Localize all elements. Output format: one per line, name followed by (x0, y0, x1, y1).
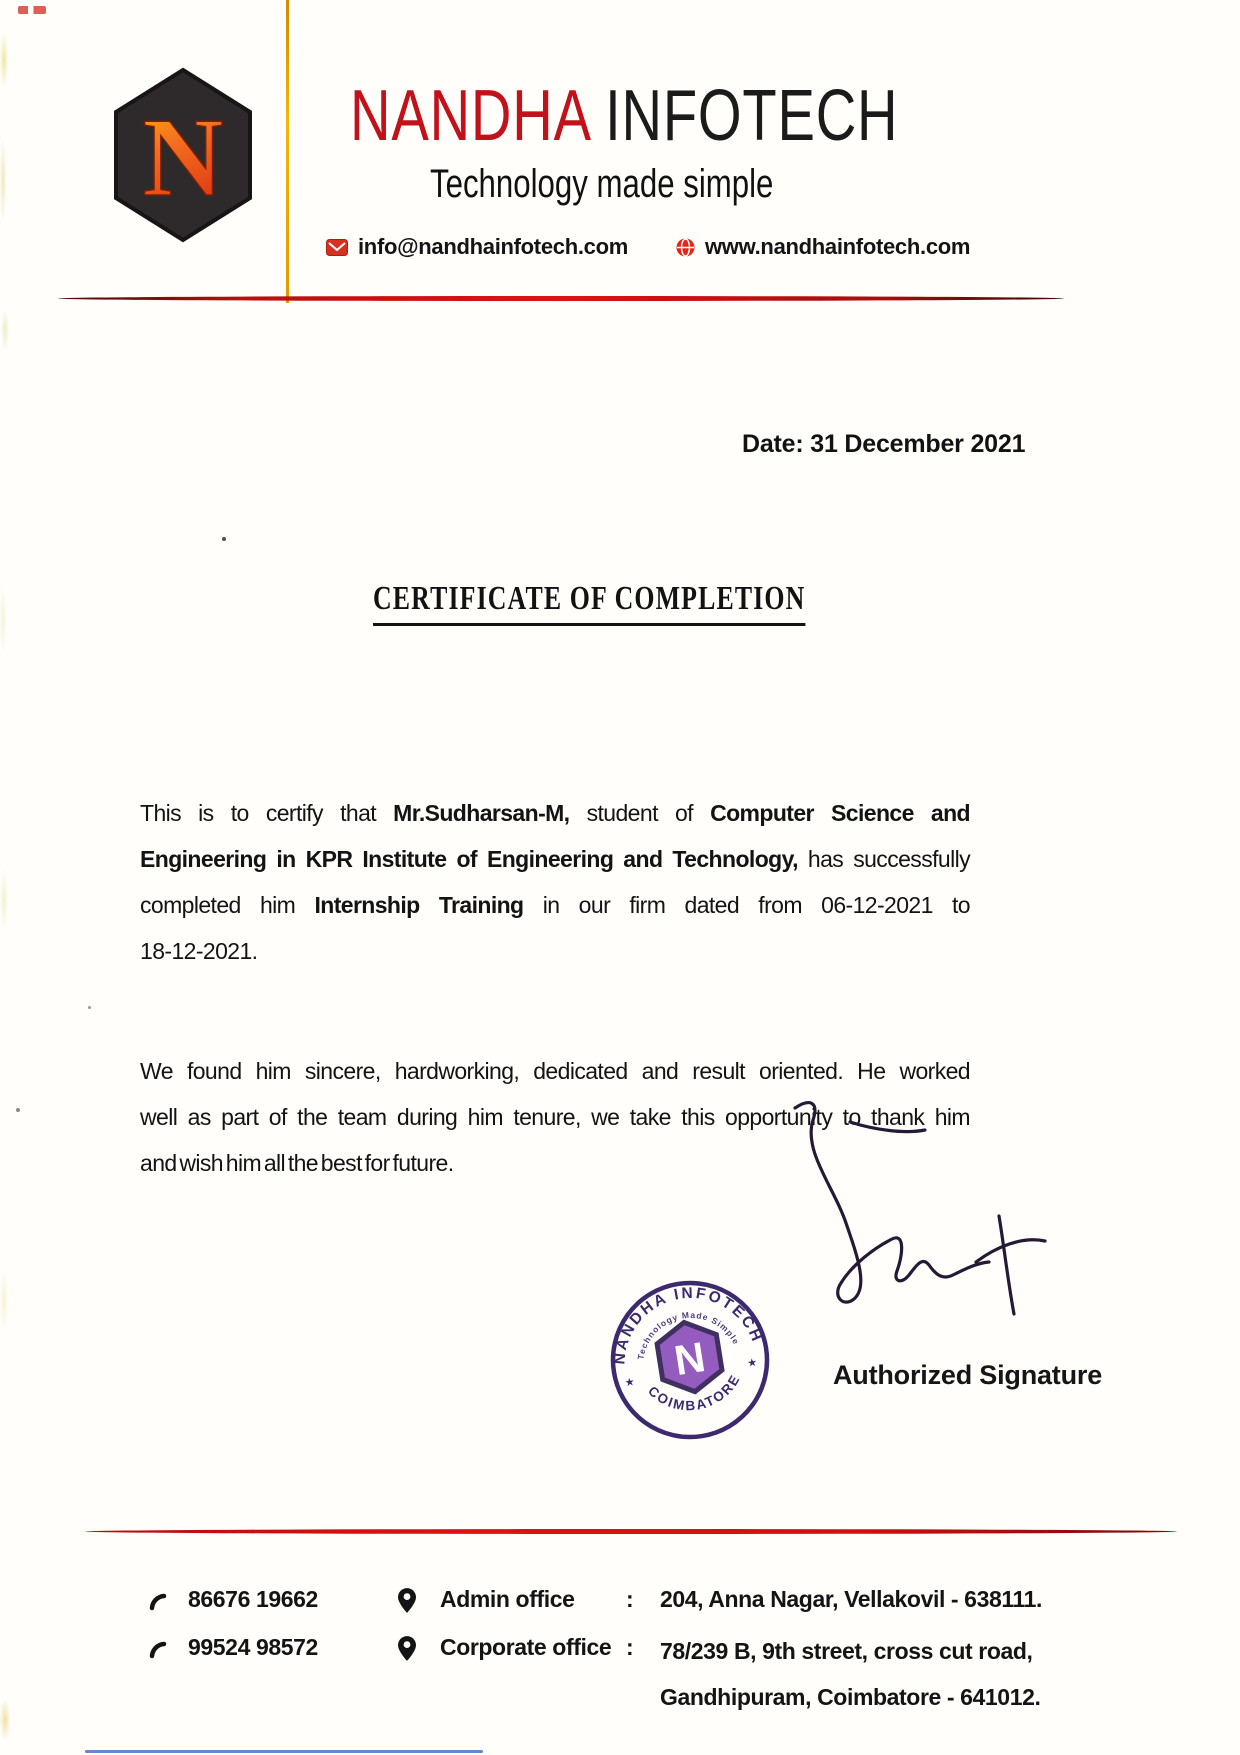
location-pin-icon (398, 1636, 416, 1661)
body-line (140, 790, 970, 836)
scan-corner-mark (18, 6, 46, 14)
text-segment: We found him sincere, hardworking, dedicated and result oriented. He worked (140, 1058, 970, 1084)
text-segment: Mr.Sudharsan-M, (393, 800, 570, 826)
office-address: Gandhipuram, Coimbatore - 641012. (660, 1684, 1041, 1710)
text-segment: well as part of the team during him tenure, we take this opportunity to thank him (140, 1104, 970, 1130)
office-address: 78/239 B, 9th street, cross cut road, (660, 1638, 1033, 1664)
text-segment: Computer Science and (710, 800, 970, 826)
stamp-arc-inner-text: Technology Made Simple (635, 1309, 742, 1361)
hexagon-n-logo-icon (110, 62, 256, 248)
envelope-icon (326, 239, 348, 256)
body-line (140, 882, 970, 928)
date-line: Date: 31 December 2021 (742, 430, 1026, 458)
brand-name-red: NANDHA (350, 76, 589, 156)
phone-number: 86676 19662 (188, 1586, 318, 1612)
office-address: 204, Anna Nagar, Vellakovil - 638111. (660, 1586, 1042, 1612)
header-divider (58, 296, 1064, 301)
brand-name-dark: INFOTECH (605, 76, 899, 156)
phone-icon (148, 1640, 168, 1660)
globe-icon (676, 238, 695, 257)
office-label: Corporate office (440, 1634, 612, 1660)
header-contact-row (326, 234, 970, 260)
website-text: www.nandhainfotech.com (705, 234, 971, 259)
stamp-star-left: ★ (623, 1376, 636, 1390)
office-colon: : (626, 1634, 634, 1660)
stamp-arc-bottom-text: COIMBATORE (645, 1371, 744, 1414)
footer-divider (85, 1529, 1177, 1534)
text-segment: and wish him all the best for future. (140, 1150, 454, 1176)
brand-tagline: Technology made simple (430, 162, 774, 206)
text-segment: Engineering in KPR Institute of Engineering and Technology, (140, 846, 798, 872)
scan-dot-artifact (222, 537, 226, 541)
scan-edge-artifacts (0, 0, 14, 1755)
phone-number: 99524 98572 (188, 1634, 318, 1660)
stamp-arc-top-text: NANDHA INFOTECH (611, 1284, 766, 1366)
certificate-title-wrap (373, 580, 942, 626)
scan-dot-artifact (88, 1006, 91, 1009)
signature-scribble-icon (755, 1090, 1055, 1365)
text-segment: 18-12-2021. (140, 938, 258, 964)
scan-dot-artifact (16, 1108, 20, 1112)
scan-blue-line-artifact (85, 1750, 483, 1753)
header-vertical-rule (286, 0, 289, 303)
office-label: Admin office (440, 1586, 575, 1612)
certificate-title: CERTIFICATE OF COMPLETION (373, 580, 805, 626)
text-segment: This is to certify that (140, 800, 394, 826)
text-segment: in our firm dated from 06-12-2021 to (523, 892, 970, 918)
body-line (140, 928, 970, 974)
office-colon: : (626, 1586, 634, 1612)
logo-letter: N (142, 96, 224, 220)
authorized-signature-label: Authorized Signature (833, 1360, 1103, 1390)
body-line (140, 836, 970, 882)
paragraph-1 (140, 790, 970, 974)
text-segment: Internship Training (314, 892, 524, 918)
stamp-star-right: ★ (746, 1356, 759, 1371)
phone-icon (148, 1592, 168, 1612)
location-pin-icon (398, 1588, 416, 1613)
text-segment: student of (569, 800, 711, 826)
brand-title (350, 76, 899, 156)
text-segment: has successfully (797, 846, 970, 872)
stamp-center-letter: N (671, 1332, 709, 1385)
text-segment: completed him (140, 892, 315, 918)
email-text: info@nandhainfotech.com (358, 234, 628, 259)
body-line (140, 1048, 970, 1094)
